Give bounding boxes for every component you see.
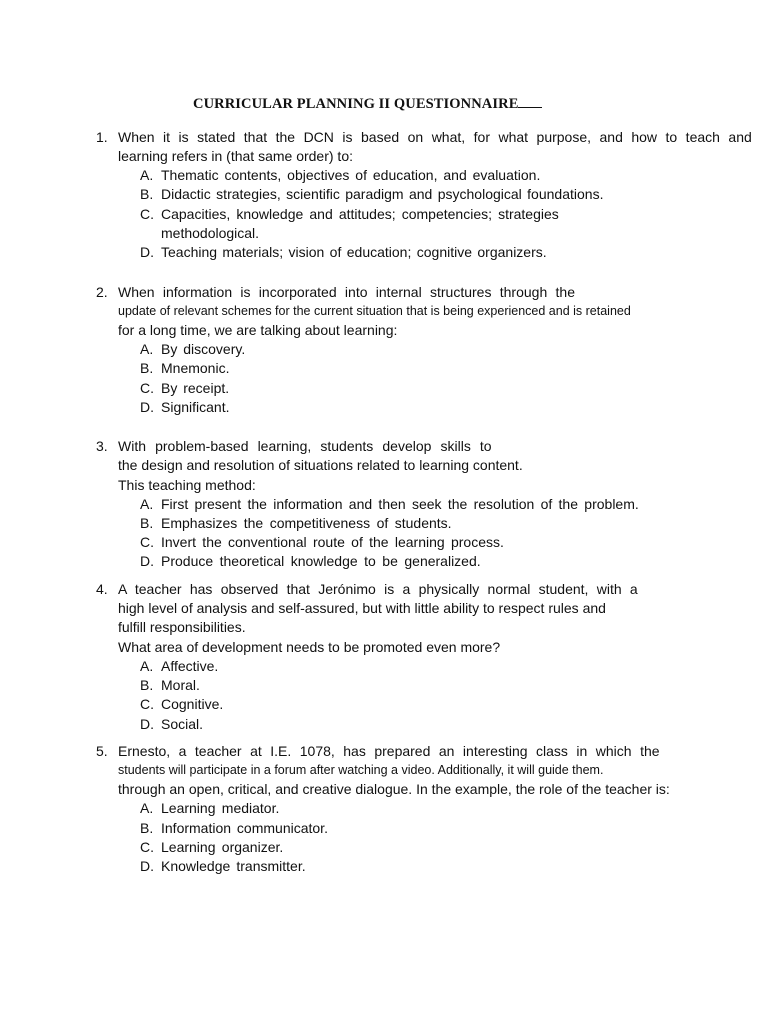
- option-letter: A.: [140, 341, 154, 357]
- question-number: 5.: [96, 743, 108, 759]
- option-letter: D.: [140, 716, 154, 732]
- title-text: CURRICULAR PLANNING II QUESTIONNAIRE: [193, 96, 519, 112]
- option-text: Learning organizer.: [161, 839, 284, 855]
- question-text-line: learning refers in (that same order) to:: [118, 148, 353, 164]
- title-underline: [518, 95, 542, 108]
- option-letter: C.: [140, 380, 154, 396]
- option-letter: C.: [140, 839, 154, 855]
- option-text: Thematic contents, objectives of education, and evaluation.: [161, 167, 541, 183]
- option-letter: B.: [140, 820, 154, 836]
- question-text-line: When information is incorporated into internal structures through the: [118, 284, 575, 300]
- question-text-line: A teacher has observed that Jerónimo is a physically normal student, with a: [118, 581, 638, 597]
- question-text-line: What area of development needs to be promoted even more?: [118, 639, 501, 655]
- question-text-line: update of relevant schemes for the current situation that is being experienced and is retained: [118, 304, 631, 318]
- option-text: Moral.: [161, 677, 200, 693]
- option-letter: C.: [140, 534, 154, 550]
- question-text-line: for a long time, we are talking about learning:: [118, 322, 398, 338]
- option-letter: B.: [140, 186, 154, 202]
- option-text: Significant.: [161, 399, 230, 415]
- question-text-line: the design and resolution of situations related to learning content.: [118, 457, 523, 473]
- option-text: Affective.: [161, 658, 219, 674]
- option-text: Cognitive.: [161, 696, 224, 712]
- option-text: Information communicator.: [161, 820, 328, 836]
- question-number: 3.: [96, 438, 108, 454]
- option-letter: D.: [140, 244, 154, 260]
- option-letter: A.: [140, 496, 154, 512]
- option-letter: A.: [140, 800, 154, 816]
- option-text: Didactic strategies, scientific paradigm and psychological foundations.: [161, 186, 604, 202]
- question-number: 4.: [96, 581, 108, 597]
- question-text-line: high level of analysis and self-assured, but with little ability to respect rules and: [118, 600, 606, 616]
- option-letter: B.: [140, 677, 154, 693]
- question-text-line: With problem-based learning, students develop skills to: [118, 438, 492, 454]
- question-number: 2.: [96, 284, 108, 300]
- option-letter: D.: [140, 858, 154, 874]
- option-text: Emphasizes the competitiveness of students.: [161, 515, 452, 531]
- option-text: By receipt.: [161, 380, 230, 396]
- option-letter: D.: [140, 399, 154, 415]
- option-text: Social.: [161, 716, 204, 732]
- option-letter: C.: [140, 206, 154, 222]
- option-text: Mnemonic.: [161, 360, 230, 376]
- option-text: Produce theoretical knowledge to be generalized.: [161, 553, 481, 569]
- option-text-continuation: methodological.: [161, 225, 260, 241]
- option-text: By discovery.: [161, 341, 246, 357]
- question-text-line: students will participate in a forum after watching a video. Additionally, it will guide them.: [118, 763, 604, 777]
- option-text: Knowledge transmitter.: [161, 858, 306, 874]
- option-text: Invert the conventional route of the learning process.: [161, 534, 504, 550]
- option-letter: B.: [140, 360, 154, 376]
- question-text-line: This teaching method:: [118, 477, 256, 493]
- question-text-line: through an open, critical, and creative dialogue. In the example, the role of the teacher is:: [118, 781, 670, 797]
- question-text-line: Ernesto, a teacher at I.E. 1078, has prepared an interesting class in which the: [118, 743, 660, 759]
- option-letter: A.: [140, 658, 154, 674]
- option-letter: A.: [140, 167, 154, 183]
- question-text-line: When it is stated that the DCN is based on what, for what purpose, and how to teach and: [118, 129, 752, 145]
- page-title: [193, 95, 542, 113]
- option-letter: D.: [140, 553, 154, 569]
- question-text-line: fulfill responsibilities.: [118, 619, 246, 635]
- option-text: Teaching materials; vision of education; cognitive organizers.: [161, 244, 547, 260]
- option-letter: C.: [140, 696, 154, 712]
- option-letter: B.: [140, 515, 154, 531]
- option-text: Capacities, knowledge and attitudes; competencies; strategies: [161, 206, 559, 222]
- option-text: First present the information and then seek the resolution of the problem.: [161, 496, 639, 512]
- question-number: 1.: [96, 129, 108, 145]
- option-text: Learning mediator.: [161, 800, 280, 816]
